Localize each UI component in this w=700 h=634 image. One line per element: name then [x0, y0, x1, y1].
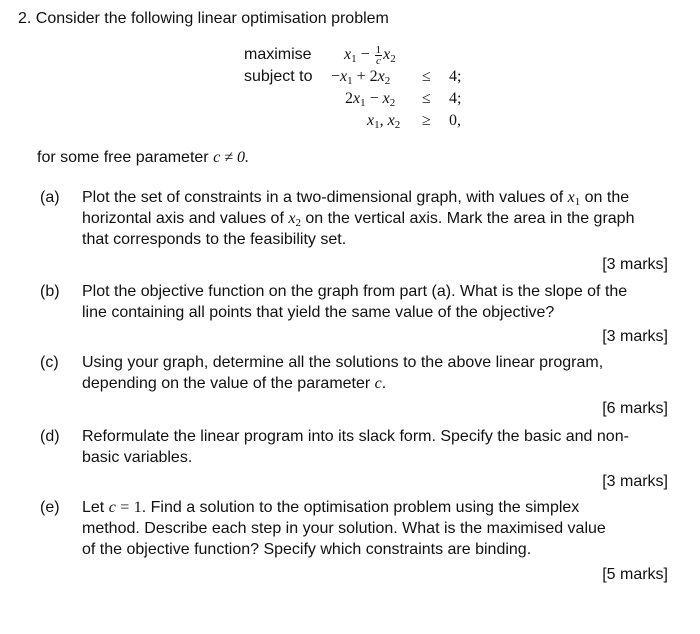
part-c-line-2: depending on the value of the parameter c. [82, 375, 387, 392]
part-a-line-2: horizontal axis and values of $x_2$ on the vertical axis. Mark the area in the graph [82, 210, 635, 229]
part-b-marks: [3 marks] [602, 328, 668, 345]
constraint-2-rel: ≤ [422, 90, 431, 107]
part-e-label: (e) [40, 499, 60, 516]
maximise-label: maximise [244, 46, 312, 63]
part-d-line-1: Reformulate the linear program into its slack form. Specify the basic and non- [82, 428, 629, 445]
part-b-line-1: Plot the objective function on the graph from part (a). What is the slope of the [82, 283, 628, 300]
question-number: 2. [18, 10, 32, 27]
part-e-line-2: method. Describe each step in your solution. What is the maximised value [82, 520, 606, 537]
part-d-marks: [3 marks] [602, 473, 668, 490]
constraint-3-lhs: $x_1$, $x_2$ [367, 112, 401, 131]
constraint-2-rhs: 4; [449, 90, 462, 107]
constraint-3-rel: ≥ [422, 112, 431, 129]
part-c-label: (c) [40, 354, 59, 371]
part-c-line-1: Using your graph, determine all the solutions to the above linear program, [82, 354, 604, 371]
part-b-line-2: line containing all points that yield the same value of the objective? [82, 304, 555, 321]
subject-to-label: subject to [244, 68, 313, 85]
objective-expression: $x_1$ − $\frac{1}{c}$ $x_2$ [344, 43, 396, 67]
intro-math: c ≠ 0. [213, 149, 249, 166]
intro-text: for some free parameter [37, 149, 214, 166]
question-heading [18, 8, 389, 29]
constraint-1-lhs: $-x_1 + 2x_2$ [331, 68, 391, 87]
constraint-1-rhs: 4; [449, 68, 462, 85]
part-a-line-3: that corresponds to the feasibility set. [82, 231, 347, 248]
intro-line [37, 147, 249, 168]
linear-program [0, 44, 700, 136]
constraint-2-lhs: $2x_1 - x_2$ [345, 90, 396, 109]
part-a-label: (a) [40, 189, 60, 206]
objective-frac-den: c [375, 54, 381, 67]
constraint-1-rel: ≤ [422, 68, 431, 85]
part-a-marks: [3 marks] [602, 256, 668, 273]
part-a-line-1: Plot the set of constraints in a two-dimensional graph, with values of $x_1$ on the [82, 189, 630, 208]
objective-frac-num: 1 [375, 43, 382, 56]
part-c-marks: [6 marks] [602, 400, 668, 417]
part-e-line-1: Let c = 1. Find a solution to the optimisation problem using the simplex [82, 499, 580, 516]
part-d-line-2: basic variables. [82, 449, 193, 466]
part-d-label: (d) [40, 428, 60, 445]
part-b-label: (b) [40, 283, 60, 300]
part-e-marks: [5 marks] [602, 566, 668, 583]
constraint-3-rhs: 0, [449, 112, 461, 129]
question-text: Consider the following linear optimisation problem [35, 10, 389, 27]
part-e-line-3: of the objective function? Specify which constraints are binding. [82, 541, 532, 558]
